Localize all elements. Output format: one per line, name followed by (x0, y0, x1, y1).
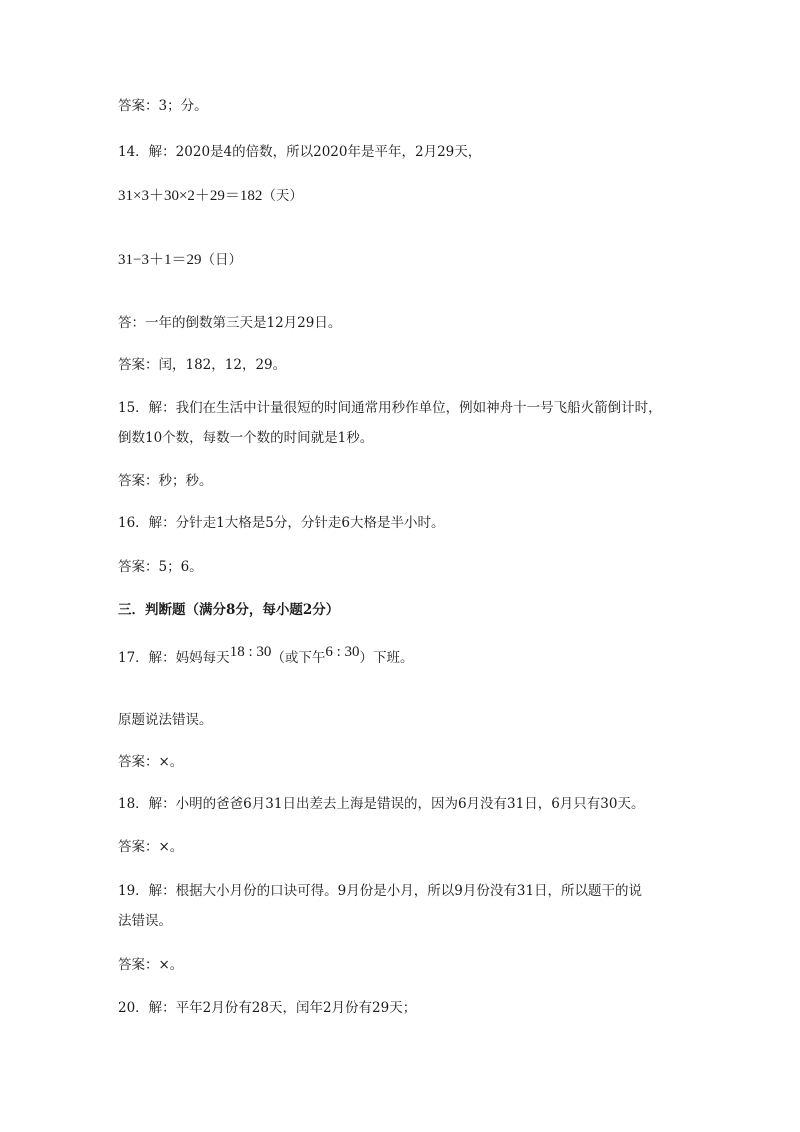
solution-19-line-2: 法错误。 (118, 913, 172, 929)
solution-16-line-1: 16．解：分针走1大格是5分，分针走6大格是半小时。 (118, 515, 445, 531)
solution-15-line-2: 倒数10个数，每数一个数的时间就是1秒。 (118, 430, 374, 446)
solution-19-line-1: 19．解：根据大小月份的口诀可得。9月份是小月，所以9月份没有31日，所以题干的说 (118, 883, 643, 899)
equation-unit: （天） (262, 188, 303, 204)
answer-line-14: 答案：闰，182，12，29。 (118, 357, 287, 373)
conclusion-line-17: 原题说法错误。 (118, 712, 213, 728)
equation-expression: 31−3＋1＝29 (118, 252, 202, 268)
answer-line-19: 答案：×。 (118, 957, 184, 973)
equation-unit: （日） (201, 252, 242, 268)
solution-14-line-1: 14．解：2020是4的倍数，所以2020年是平年，2月29天， (118, 144, 482, 160)
time-1830: 18 : 30 (229, 644, 272, 660)
solution-17-text-c: ）下班。 (359, 650, 414, 666)
solution-15-line-1: 15．解：我们在生活中计量很短的时间通常用秒作单位，例如神舟十一号飞船火箭倒计时， (118, 400, 662, 416)
answer-line-13: 答案：3；分。 (118, 98, 208, 114)
answer-line-16: 答案：5；6。 (118, 559, 203, 575)
answer-line-18: 答案：×。 (118, 839, 184, 855)
solution-18-line-1: 18．解：小明的爸爸6月31日出差去上海是错误的，因为6月没有31日，6月只有30天。 (118, 796, 645, 812)
equation-days-count (118, 186, 303, 206)
answer-line-15: 答案：秒；秒。 (118, 473, 213, 489)
solution-17-text-b: （或下午 (271, 650, 326, 666)
conclusion-line-14: 答：一年的倒数第三天是12月29日。 (118, 315, 342, 331)
solution-17-line-1 (118, 644, 414, 668)
time-630: 6 : 30 (325, 644, 360, 660)
solution-20-line-1: 20．解：平年2月份有28天，闰年2月份有29天； (118, 1000, 417, 1016)
equation-date (118, 250, 242, 270)
answer-line-17: 答案：×。 (118, 754, 184, 770)
solution-17-text-a: 17．解：妈妈每天 (118, 650, 230, 666)
section-heading: 三．判断题（满分8分，每小题2分） (118, 602, 340, 618)
equation-expression: 31×3＋30×2＋29＝182 (118, 188, 263, 204)
